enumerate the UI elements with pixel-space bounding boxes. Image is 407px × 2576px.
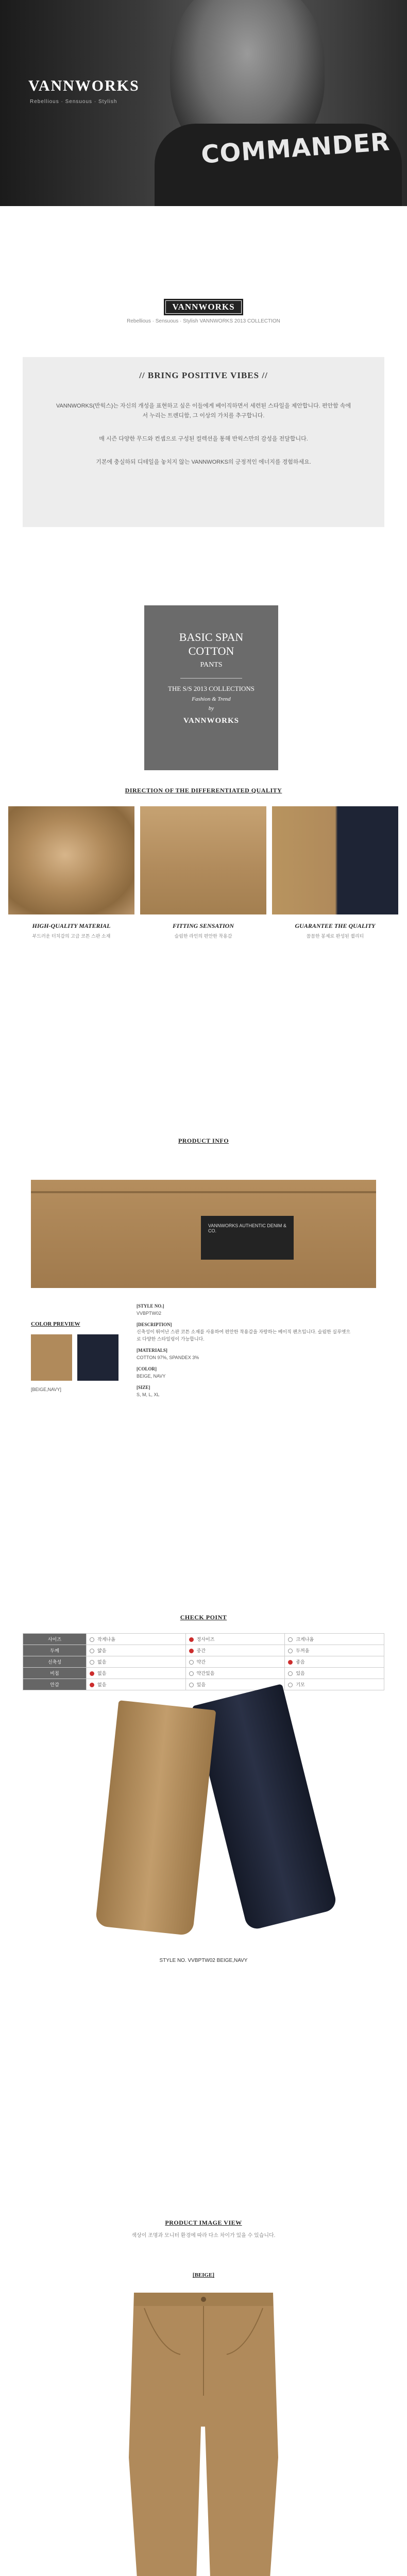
check-option	[87, 1645, 186, 1656]
check-option	[185, 1634, 285, 1645]
check-option-label: 약간있음	[196, 1671, 215, 1676]
brand-sub: Rebellious · Sensuous · Stylish VANNWORKS 2013 COLLECTION	[127, 318, 280, 324]
spec-key-color: [COLOR]	[137, 1366, 157, 1371]
check-option-label: 얇음	[97, 1648, 107, 1653]
radio-dot-icon	[189, 1660, 194, 1665]
direction-sub-1: 부드러운 터치감의 고급 코튼 스판 소재	[32, 934, 111, 939]
vibes-paragraph-3: 기본에 충실하되 디테일을 놓치지 않는 VANNWORKS의 긍정적인 에너지를 경험하세요.	[96, 459, 311, 465]
check-option	[87, 1679, 186, 1690]
check-option-label: 없음	[97, 1659, 107, 1665]
radio-dot-icon	[288, 1649, 293, 1653]
radio-dot-icon	[90, 1660, 94, 1665]
vibes-title: // BRING POSITIVE VIBES //	[139, 370, 268, 380]
beige-pants-front	[124, 2293, 283, 2576]
check-option	[185, 1656, 285, 1668]
radio-dot-icon	[189, 1683, 194, 1687]
span-collection: THE S/S 2013 COLLECTIONS	[168, 685, 255, 692]
check-option-label: 작게나옴	[97, 1637, 115, 1642]
radio-dot-icon	[288, 1671, 293, 1676]
radio-dot-icon	[189, 1649, 194, 1653]
brand-patch: VANNWORKS AUTHENTIC DENIM & CO.	[201, 1216, 294, 1260]
check-row-label: 사이즈	[23, 1634, 87, 1645]
radio-dot-icon	[90, 1637, 94, 1642]
beige-label: [BEIGE]	[192, 2272, 215, 2278]
check-row	[23, 1645, 384, 1656]
radio-dot-icon	[189, 1637, 194, 1642]
spec-value-style: VVBPTW02	[137, 1311, 162, 1316]
span-fashion: Fashion & Trend	[192, 696, 231, 702]
vibes-paragraph-1: VANNWORKS(반웍스)는 자신의 개성을 표현하고 싶은 이들에게 베이직하면서 세련된 스타일을 제안합니다. 편안함 속에서 누리는 트렌디함, 그 이상의 가치를 추구합니다.	[56, 403, 351, 419]
check-option-label: 크게나옴	[296, 1637, 314, 1642]
vibes-box	[23, 357, 384, 527]
check-option	[185, 1668, 285, 1679]
direction-label-3: GUARANTEE THE QUALITY	[295, 922, 376, 929]
pants-pair-image	[0, 1695, 407, 1937]
basic-span-box	[144, 605, 278, 770]
check-row	[23, 1656, 384, 1668]
brand-header	[0, 299, 407, 330]
basic-span-section	[0, 605, 407, 770]
span-title-line-3: PANTS	[200, 661, 223, 669]
radio-dot-icon	[288, 1660, 293, 1665]
check-option	[185, 1645, 285, 1656]
check-option	[285, 1634, 384, 1645]
spec-value-color: BEIGE, NAVY	[137, 1374, 166, 1379]
check-option-label: 기모	[296, 1682, 305, 1687]
color-swatch-navy	[77, 1334, 118, 1381]
product-specs	[137, 1298, 353, 1398]
check-row-label: 비침	[23, 1668, 87, 1679]
vibes-paragraph-2: 매 시즌 다양한 무드와 컨셉으로 구성된 컬렉션을 통해 반웍스만의 감성을 전달합니다.	[99, 436, 308, 442]
check-option-label: 있음	[296, 1671, 305, 1676]
waistband-seam	[31, 1191, 376, 1193]
brand-badge: VANNWORKS	[164, 299, 243, 315]
direction-section	[0, 806, 407, 945]
check-point-heading-wrap	[0, 1613, 407, 1622]
check-option	[285, 1668, 384, 1679]
spec-key-style: [STYLE NO.]	[137, 1303, 164, 1309]
hero-brand: VANNWORKS	[28, 77, 140, 94]
check-option-label: 중간	[196, 1648, 206, 1653]
direction-sub-3: 꼼꼼한 봉제로 완성된 퀄리티	[306, 934, 364, 939]
direction-label-1: HIGH-QUALITY MATERIAL	[32, 922, 111, 929]
hero-banner	[0, 0, 407, 206]
fit-image	[140, 806, 266, 914]
quality-image	[272, 806, 398, 914]
spec-value-size: S, M, L, XL	[137, 1392, 160, 1397]
product-image-view-heading-wrap	[0, 2218, 407, 2227]
check-option-label: 있음	[196, 1682, 206, 1687]
shirt-print: COMMANDER	[200, 127, 391, 170]
direction-heading: DIRECTION OF THE DIFFERENTIATED QUALITY	[125, 787, 282, 794]
check-point-table	[23, 1633, 384, 1690]
fabric-closeup-image	[8, 806, 134, 914]
check-option	[285, 1679, 384, 1690]
radio-dot-icon	[288, 1683, 293, 1687]
check-row	[23, 1679, 384, 1690]
check-row	[23, 1668, 384, 1679]
check-row-label: 안감	[23, 1679, 87, 1690]
direction-sub-2: 슬림한 라인의 편안한 착용감	[174, 934, 232, 939]
radio-dot-icon	[189, 1671, 194, 1676]
span-divider	[180, 678, 242, 679]
check-row-label: 두께	[23, 1645, 87, 1656]
radio-dot-icon	[288, 1637, 293, 1642]
check-option-label: 없음	[97, 1682, 107, 1687]
check-option-label: 없음	[97, 1671, 107, 1676]
hero-tagline: Rebellious · Sensuous · Stylish	[30, 99, 117, 105]
check-option-label: 두꺼움	[296, 1648, 310, 1653]
direction-label-2: FITTING SENSATION	[172, 922, 234, 929]
check-option	[87, 1656, 186, 1668]
product-info-section	[0, 1298, 407, 1453]
span-title-line-2: COTTON	[188, 645, 234, 657]
check-option	[87, 1634, 186, 1645]
product-detail-image	[31, 1180, 376, 1288]
check-option	[285, 1645, 384, 1656]
color-preview-sub: [BEIGE,NAVY]	[31, 1387, 61, 1392]
color-preview-label: COLOR PREVIEW	[31, 1321, 80, 1327]
product-info-heading-wrap	[0, 1136, 407, 1145]
check-row-label: 신축성	[23, 1656, 87, 1668]
check-point-heading: CHECK POINT	[180, 1614, 227, 1621]
check-option-label: 약간	[196, 1659, 206, 1665]
radio-dot-icon	[90, 1683, 94, 1687]
product-image-view-heading: PRODUCT IMAGE VIEW	[165, 2219, 242, 2226]
check-option-label: 좋음	[296, 1659, 305, 1665]
span-by: by	[208, 705, 214, 711]
color-swatch-beige	[31, 1334, 72, 1381]
span-brand: VANNWORKS	[183, 717, 239, 725]
direction-heading-wrap	[0, 786, 407, 795]
spec-key-size: [SIZE]	[137, 1385, 150, 1390]
check-option	[87, 1668, 186, 1679]
spec-value-description: 신축성이 뛰어난 스판 코튼 소재를 사용하여 편안한 착용감을 자랑하는 베이직 팬츠입니다. 슬림한 실루엣으로 다양한 스타일링이 가능합니다.	[137, 1329, 351, 1342]
check-row	[23, 1634, 384, 1645]
spec-key-description: [DESCRIPTION]	[137, 1322, 172, 1327]
product-image-view-sub: 색상이 조명과 모니터 환경에 따라 다소 차이가 있을 수 있습니다.	[131, 2233, 276, 2239]
radio-dot-icon	[90, 1671, 94, 1676]
beige-pants	[95, 1700, 216, 1936]
span-title-line-1: BASIC SPAN	[179, 631, 244, 643]
check-option-label: 정사이즈	[196, 1637, 215, 1642]
spec-key-materials: [MATERIALS]	[137, 1348, 167, 1353]
product-info-heading: PRODUCT INFO	[178, 1137, 229, 1144]
spec-value-materials: COTTON 97%, SPANDEX 3%	[137, 1355, 199, 1360]
style-note: STYLE NO. VVBPTW02 BEIGE,NAVY	[159, 1958, 248, 1963]
radio-dot-icon	[90, 1649, 94, 1653]
check-option	[285, 1656, 384, 1668]
